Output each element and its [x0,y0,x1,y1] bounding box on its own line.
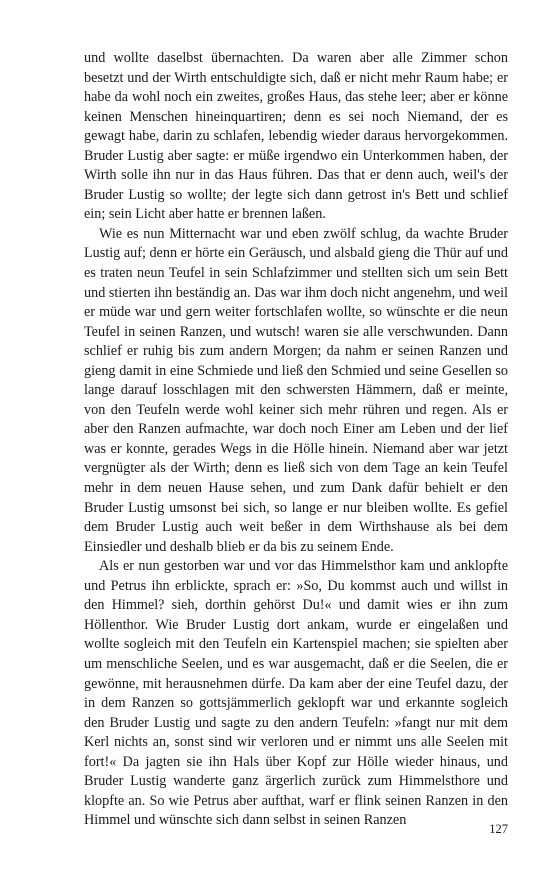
paragraph-3: Als er nun gestorben war und vor das Himmelsthor kam und anklopfte und Petrus ihn erblickte, sprach er: »So, Du kommst auch und willst in den Himmel? sieh, dorthin gehörst Du!« und damit wies er ihn zum Höllenthor. Wie Bruder Lustig dort ankam, wurde er eingelaßen und wollte sogleich mit den Teufeln ein Kartenspiel machen; sie spielten aber um menschliche Seelen, und es war ausgemacht, daß er die Seelen, die er gewönne, mit herausnehmen dürfe. Da kam aber der eine Teufel dazu, der in dem Ranzen so gottsjämmerlich geklopft war und erkannte sogleich den Bruder Lustig und sagte zu den andern Teufeln: »fangt nur mit dem Kerl nichts an, sonst sind wir verloren und er nimmt uns alle Seelen mit fort!« Da jagten sie ihn Hals über Kopf zur Hölle wieder hinaus, und Bruder Lustig wanderte ganz ärgerlich zurück zum Himmelsthore und klopfte an. So wie Petrus aber aufthat, warf er flink seinen Ranzen in den Himmel und wünschte sich dann selbst in seinen Ranzen [84,558,508,829]
paragraph-1: und wollte daselbst übernachten. Da waren aber alle Zimmer schon besetzt und der Wirth entschuldigte sich, daß er nicht mehr Raum habe; er habe da wohl noch ein zweites, großes Haus, das stehe leer; aber er könne keinen Menschen hineinquartiren; denn es sei noch Niemand, der es gewagt habe, darin zu schlafen, lebendig wieder daraus hervorgekommen. Bruder Lustig aber sagte: er müße irgendwo ein Unterkommen haben, der Wirth solle ihn nur in das Haus führen. Das that er denn auch, weil's der Bruder Lustig so wollte; der legte sich dann getrost in's Bett und schlief ein; sein Licht aber hatte er brennen laßen. [84,50,508,223]
paragraph-2: Wie es nun Mitternacht war und eben zwölf schlug, da wachte Bruder Lustig auf; denn er hörte ein Geräusch, und alsbald gieng die Thür auf und es traten neun Teufel in sein Schlafzimmer und stellten sich um sein Bett und stierten ihn beständig an. Das war ihm doch nicht angenehm, und weil er müde war und gern weiter fortschlafen wollte, so wünschte er die neun Teufel in seinen Ranzen, und wutsch! waren sie alle verschwunden. Dann schlief er ruhig bis zum andern Morgen; da nahm er seinen Ranzen und gieng damit in eine Schmiede und ließ den Schmied und seine Gesellen so lange darauf losschlagen mit den schwersten Hämmern, daß er meinte, von den Teufeln werde wohl keiner sich mehr rühren und regen. Als er aber den Ranzen aufmachte, war doch noch Einer am Leben und der lief was er konnte, gerades Wegs in die Hölle hinein. Niemand aber war jetzt vergnügter als der Wirth; denn es ließ sich von dem Tage an kein Teufel mehr in dem neuen Hause sehen, und zum Dank dafür behielt er den Bruder Lustig umsonst bei sich, so lange er nur bleiben wollte. Es gefiel dem Bruder Lustig auch weit beßer in dem Wirthshause als bei dem Einsiedler und deshalb blieb er da bis zu seinem Ende. [84,225,508,555]
body-text [84,49,508,831]
page-number: 127 [489,822,508,836]
